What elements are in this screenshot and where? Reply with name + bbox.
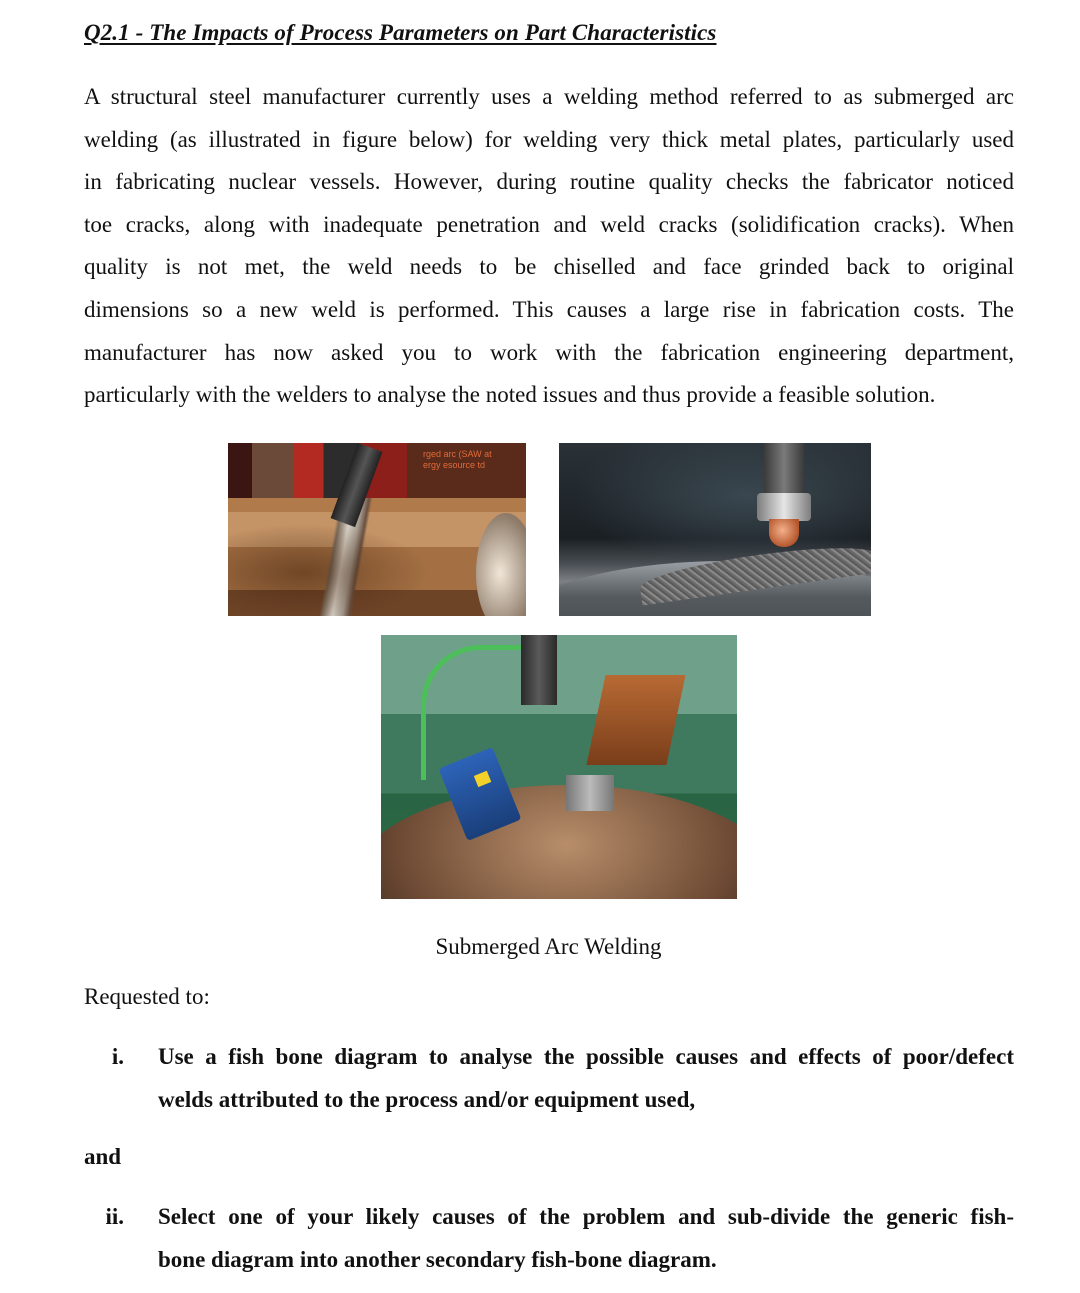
task-number: ii. — [105, 1204, 124, 1229]
paragraph-line: quality is not met, the weld needs to be chiselled and face grinded back to original — [84, 254, 1014, 280]
task-line: Use a fish bone diagram to analyse the possible causes and effects of poor/defect — [158, 1044, 1014, 1069]
pipe-body — [381, 785, 737, 899]
contact-tip — [769, 519, 799, 547]
paragraph-line: A structural steel manufacturer currently uses a welding method referred to as submerged arc — [84, 84, 1014, 109]
pipe-end — [476, 513, 526, 616]
flux-hopper — [566, 775, 614, 811]
task-line: Select one of your likely causes of the problem and sub-divide the generic fish- — [158, 1204, 1014, 1229]
photo-watermark — [423, 449, 492, 471]
task-line: welds attributed to the process and/or equipment used, — [158, 1086, 696, 1112]
task-line: bone diagram into another secondary fish-bone diagram. — [158, 1246, 717, 1272]
scenario-paragraph — [84, 76, 1014, 417]
weld-photo-torch-flux — [559, 443, 871, 616]
figure-caption: Submerged Arc Welding — [435, 934, 662, 959]
paragraph-line: in fabricating nuclear vessels. However, during routine quality checks the fabricator noticed — [84, 169, 1014, 195]
paragraph-line: particularly with the welders to analyse the noted issues and thus provide a feasible solution. — [84, 382, 936, 408]
task-item — [84, 1036, 1014, 1121]
task-item — [84, 1196, 1014, 1281]
paragraph-line: welding (as illustrated in figure below) for welding very thick metal plates, particularly used — [84, 126, 1014, 152]
connector-text: and — [84, 1144, 122, 1169]
watermark-line: rged arc (SAW at — [423, 449, 492, 459]
paragraph-line: manufacturer has now asked you to work with the fabrication engineering department, — [84, 339, 1014, 365]
paragraph-line: dimensions so a new weld is performed. This causes a large rise in fabrication costs. The — [84, 296, 1014, 322]
weld-photo-automated-head — [381, 635, 737, 899]
watermark-line: ergy esource td — [423, 460, 486, 470]
task-text — [158, 1036, 1014, 1121]
weld-photo-pipe-seam — [228, 443, 526, 616]
copper-assembly — [586, 675, 685, 765]
welding-column — [521, 635, 557, 705]
question-heading: Q2.1 - The Impacts of Process Parameters on Part Characteristics — [84, 20, 717, 45]
welding-torch — [764, 443, 804, 495]
torch-collar — [757, 493, 811, 521]
requested-label: Requested to: — [84, 984, 210, 1009]
paragraph-line: toe cracks, along with inadequate penetration and weld cracks (solidification cracks). When — [84, 211, 1014, 237]
task-number: i. — [111, 1044, 124, 1069]
task-text — [158, 1196, 1014, 1281]
